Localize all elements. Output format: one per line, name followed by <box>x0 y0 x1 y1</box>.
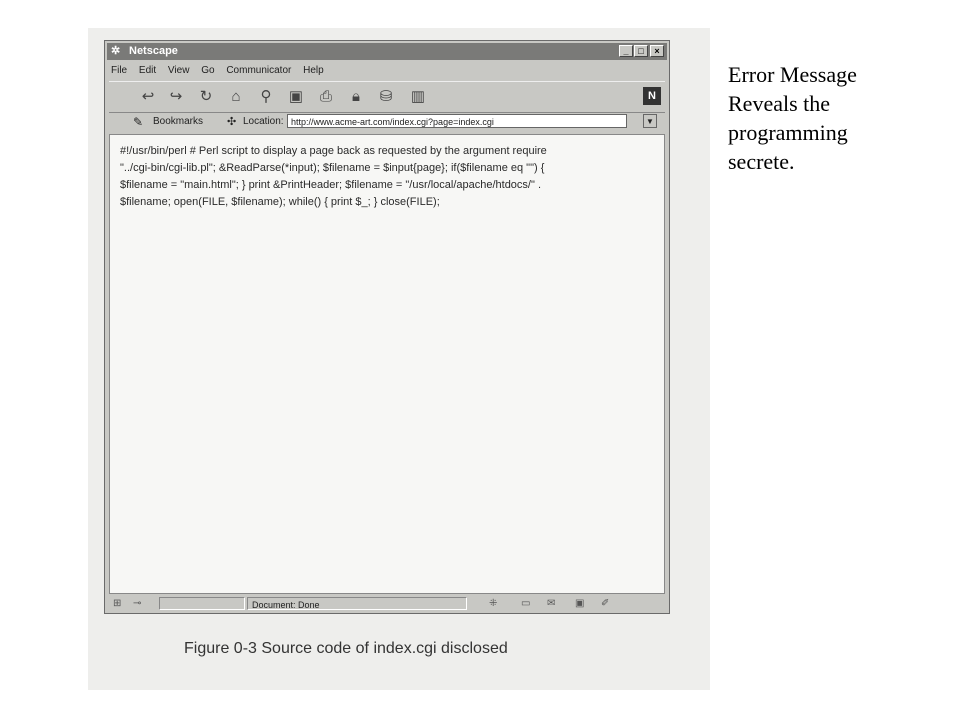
location-toolbar <box>109 113 665 131</box>
close-button[interactable]: × <box>650 45 664 57</box>
search-icon[interactable]: ⚲ <box>260 88 272 105</box>
back-icon[interactable]: ↩ <box>141 88 155 105</box>
status-bar <box>109 596 665 611</box>
discussion-icon[interactable]: ▣ <box>575 598 585 609</box>
netscape-app-icon: ✲ <box>111 45 121 57</box>
browser-window <box>104 40 670 614</box>
url-input[interactable]: http://www.acme-art.com/index.cgi?page=index.cgi <box>287 114 627 128</box>
bookmarks-icon[interactable]: ✎ <box>133 115 144 129</box>
component-bar-icon[interactable]: ⁜ <box>489 598 498 609</box>
side-note-line: programming <box>728 120 848 145</box>
menu-file[interactable]: File <box>111 65 128 76</box>
code-line: $filename = "main.html"; } print &PrintHeader; $filename = "/usr/local/apache/htdocs/" . <box>120 179 541 191</box>
side-note-line: Reveals the <box>728 91 831 116</box>
reload-icon[interactable]: ↻ <box>199 88 213 105</box>
maximize-button[interactable]: □ <box>634 45 648 57</box>
code-line: $filename; open(FILE, $filename); while() { print $_; } close(FILE); <box>120 196 440 208</box>
code-line: "../cgi-bin/cgi-lib.pl"; &ReadParse(*input); $filename = $input{page}; if($filename eq "") { <box>120 162 545 174</box>
side-note-line: secrete. <box>728 149 795 174</box>
bookmarks-button[interactable]: Bookmarks <box>153 116 204 127</box>
menu-edit[interactable]: Edit <box>138 65 157 76</box>
composer-icon[interactable]: ✐ <box>601 598 610 609</box>
connection-icon: ⊞ <box>113 598 122 609</box>
print-icon[interactable]: ⎙ <box>319 88 332 105</box>
menu-view[interactable]: View <box>167 65 190 76</box>
forward-icon[interactable]: ↪ <box>169 88 183 105</box>
location-label: Location: <box>243 116 284 127</box>
security-status-icon[interactable]: ⊸ <box>133 598 142 609</box>
status-text: Document: Done <box>247 597 467 610</box>
stop-icon[interactable]: ▥ <box>410 88 426 105</box>
mail-icon[interactable]: ✉ <box>547 598 556 609</box>
side-note <box>728 60 948 176</box>
home-icon[interactable]: ⌂ <box>231 88 241 105</box>
title-bar <box>107 43 667 60</box>
url-dropdown-chevron-icon[interactable]: ▼ <box>643 114 657 128</box>
security-icon[interactable]: 🔒︎ <box>352 88 360 105</box>
menu-go[interactable]: Go <box>201 65 215 76</box>
figure-caption: Figure 0-3 Source code of index.cgi disclosed <box>184 640 508 657</box>
window-title: Netscape <box>129 45 178 57</box>
page-content <box>109 134 665 594</box>
shop-icon[interactable]: ⛁ <box>379 88 393 105</box>
navigator-icon[interactable]: ▭ <box>521 598 531 609</box>
netscape-logo-icon[interactable]: N <box>643 87 661 105</box>
location-icon: ✣ <box>227 116 237 128</box>
disclosed-source-code <box>120 143 640 211</box>
netscape-guide-icon[interactable]: ▣ <box>288 88 304 105</box>
menu-bar <box>111 63 333 79</box>
progress-cell <box>159 597 245 610</box>
navigation-toolbar <box>109 81 665 113</box>
minimize-button[interactable]: _ <box>619 45 633 57</box>
code-line: #!/usr/bin/perl # Perl script to display a page back as requested by the argument require <box>120 145 547 157</box>
menu-communicator[interactable]: Communicator <box>226 65 292 76</box>
side-note-line: Error Message <box>728 62 857 87</box>
menu-help[interactable]: Help <box>303 65 324 76</box>
